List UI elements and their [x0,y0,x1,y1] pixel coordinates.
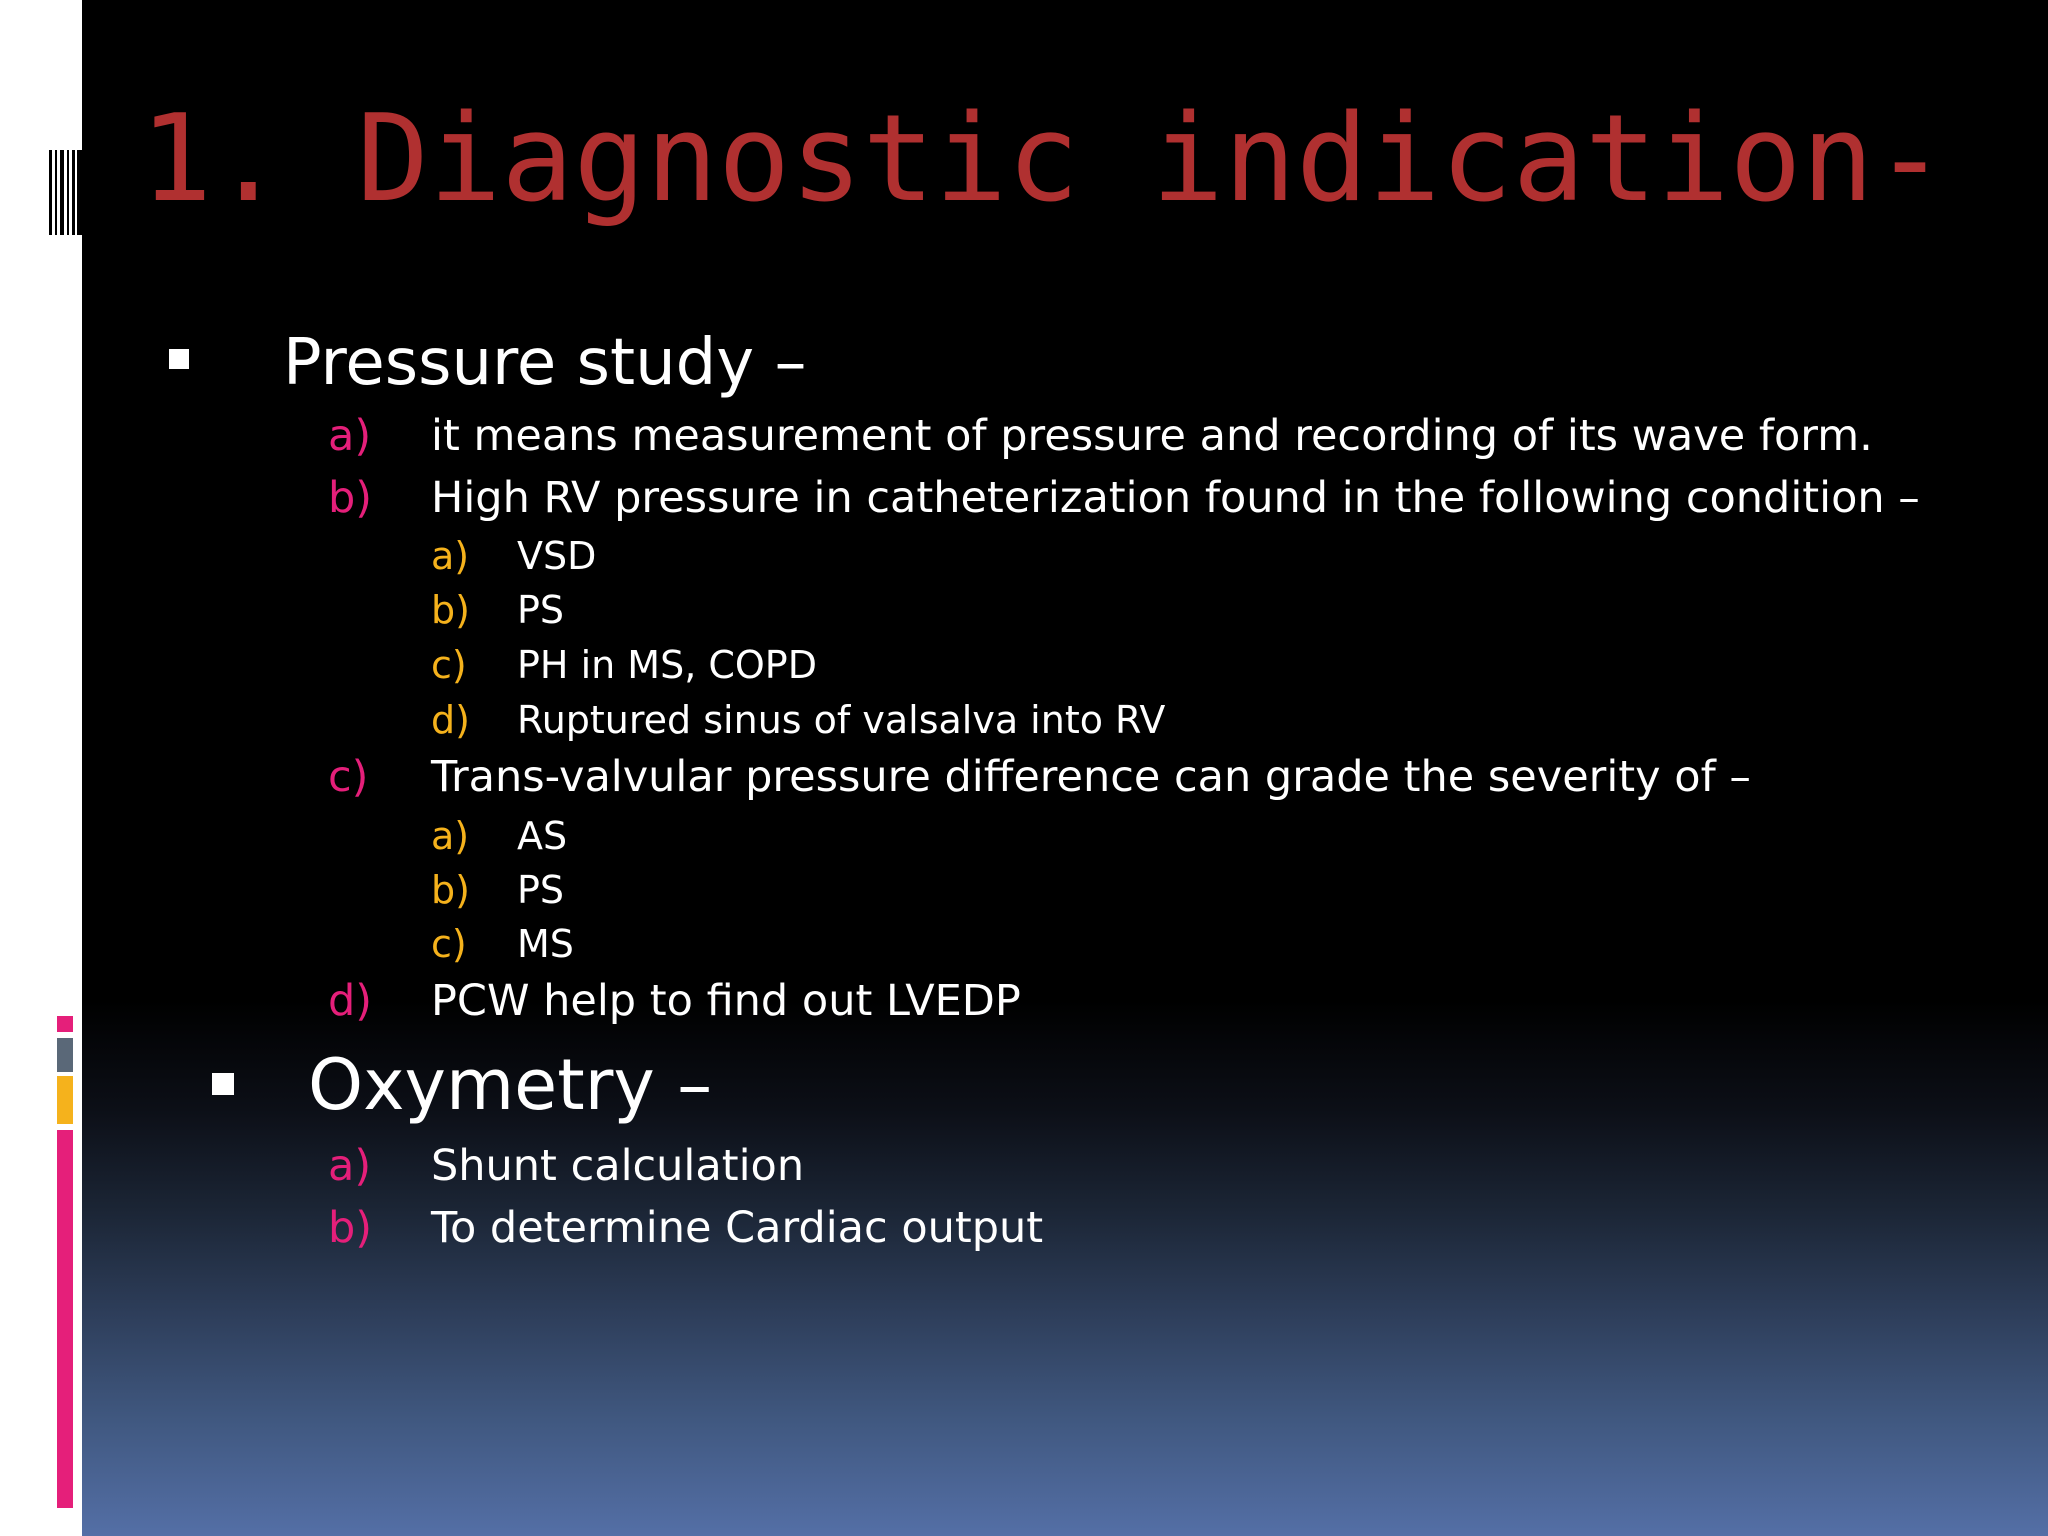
subitem-text: MS [517,922,574,966]
item-marker: b) [328,1203,373,1253]
item-text: Trans-valvular pressure difference can grade the severity of – [431,752,1751,802]
subitem-text: Ruptured sinus of valsalva into RV [517,698,1166,742]
item-text: High RV pressure in catheterization found in the following condition – [431,473,1920,523]
item-text: Shunt calculation [431,1141,805,1191]
subitem-text: PS [517,588,565,632]
accent-bar-gray [57,1038,73,1072]
subitem-marker: b) [431,588,470,632]
item-marker: b) [328,473,373,523]
subitem-text: AS [517,814,568,858]
accent-bar-pink [57,1130,73,1508]
section-heading-pressure-study: Pressure study – [283,326,807,400]
section-heading-oxymetry: Oxymetry – [308,1044,713,1126]
item-marker: c) [328,752,369,802]
accent-bar-pink-top [57,1016,73,1032]
subitem-marker: b) [431,868,470,912]
accent-bar-orange [57,1076,73,1124]
square-bullet-icon [212,1073,234,1095]
item-marker: a) [328,411,372,461]
item-marker: a) [328,1141,372,1191]
subitem-marker: c) [431,643,467,687]
subitem-marker: a) [431,814,470,858]
left-margin [0,0,82,1536]
subitem-text: VSD [517,534,597,578]
subitem-marker: d) [431,698,470,742]
subitem-marker: c) [431,922,467,966]
item-text: To determine Cardiac output [431,1203,1044,1253]
item-marker: d) [328,976,373,1026]
slide-title: 1. Diagnostic indication- [140,90,1947,229]
subitem-text: PS [517,868,565,912]
item-text: it means measurement of pressure and recording of its wave form. [431,411,1873,461]
item-text: PCW help to find out LVEDP [431,976,1021,1026]
subitem-text: PH in MS, COPD [517,643,817,687]
barcode-decoration [49,150,82,235]
subitem-marker: a) [431,534,470,578]
square-bullet-icon [169,349,189,369]
